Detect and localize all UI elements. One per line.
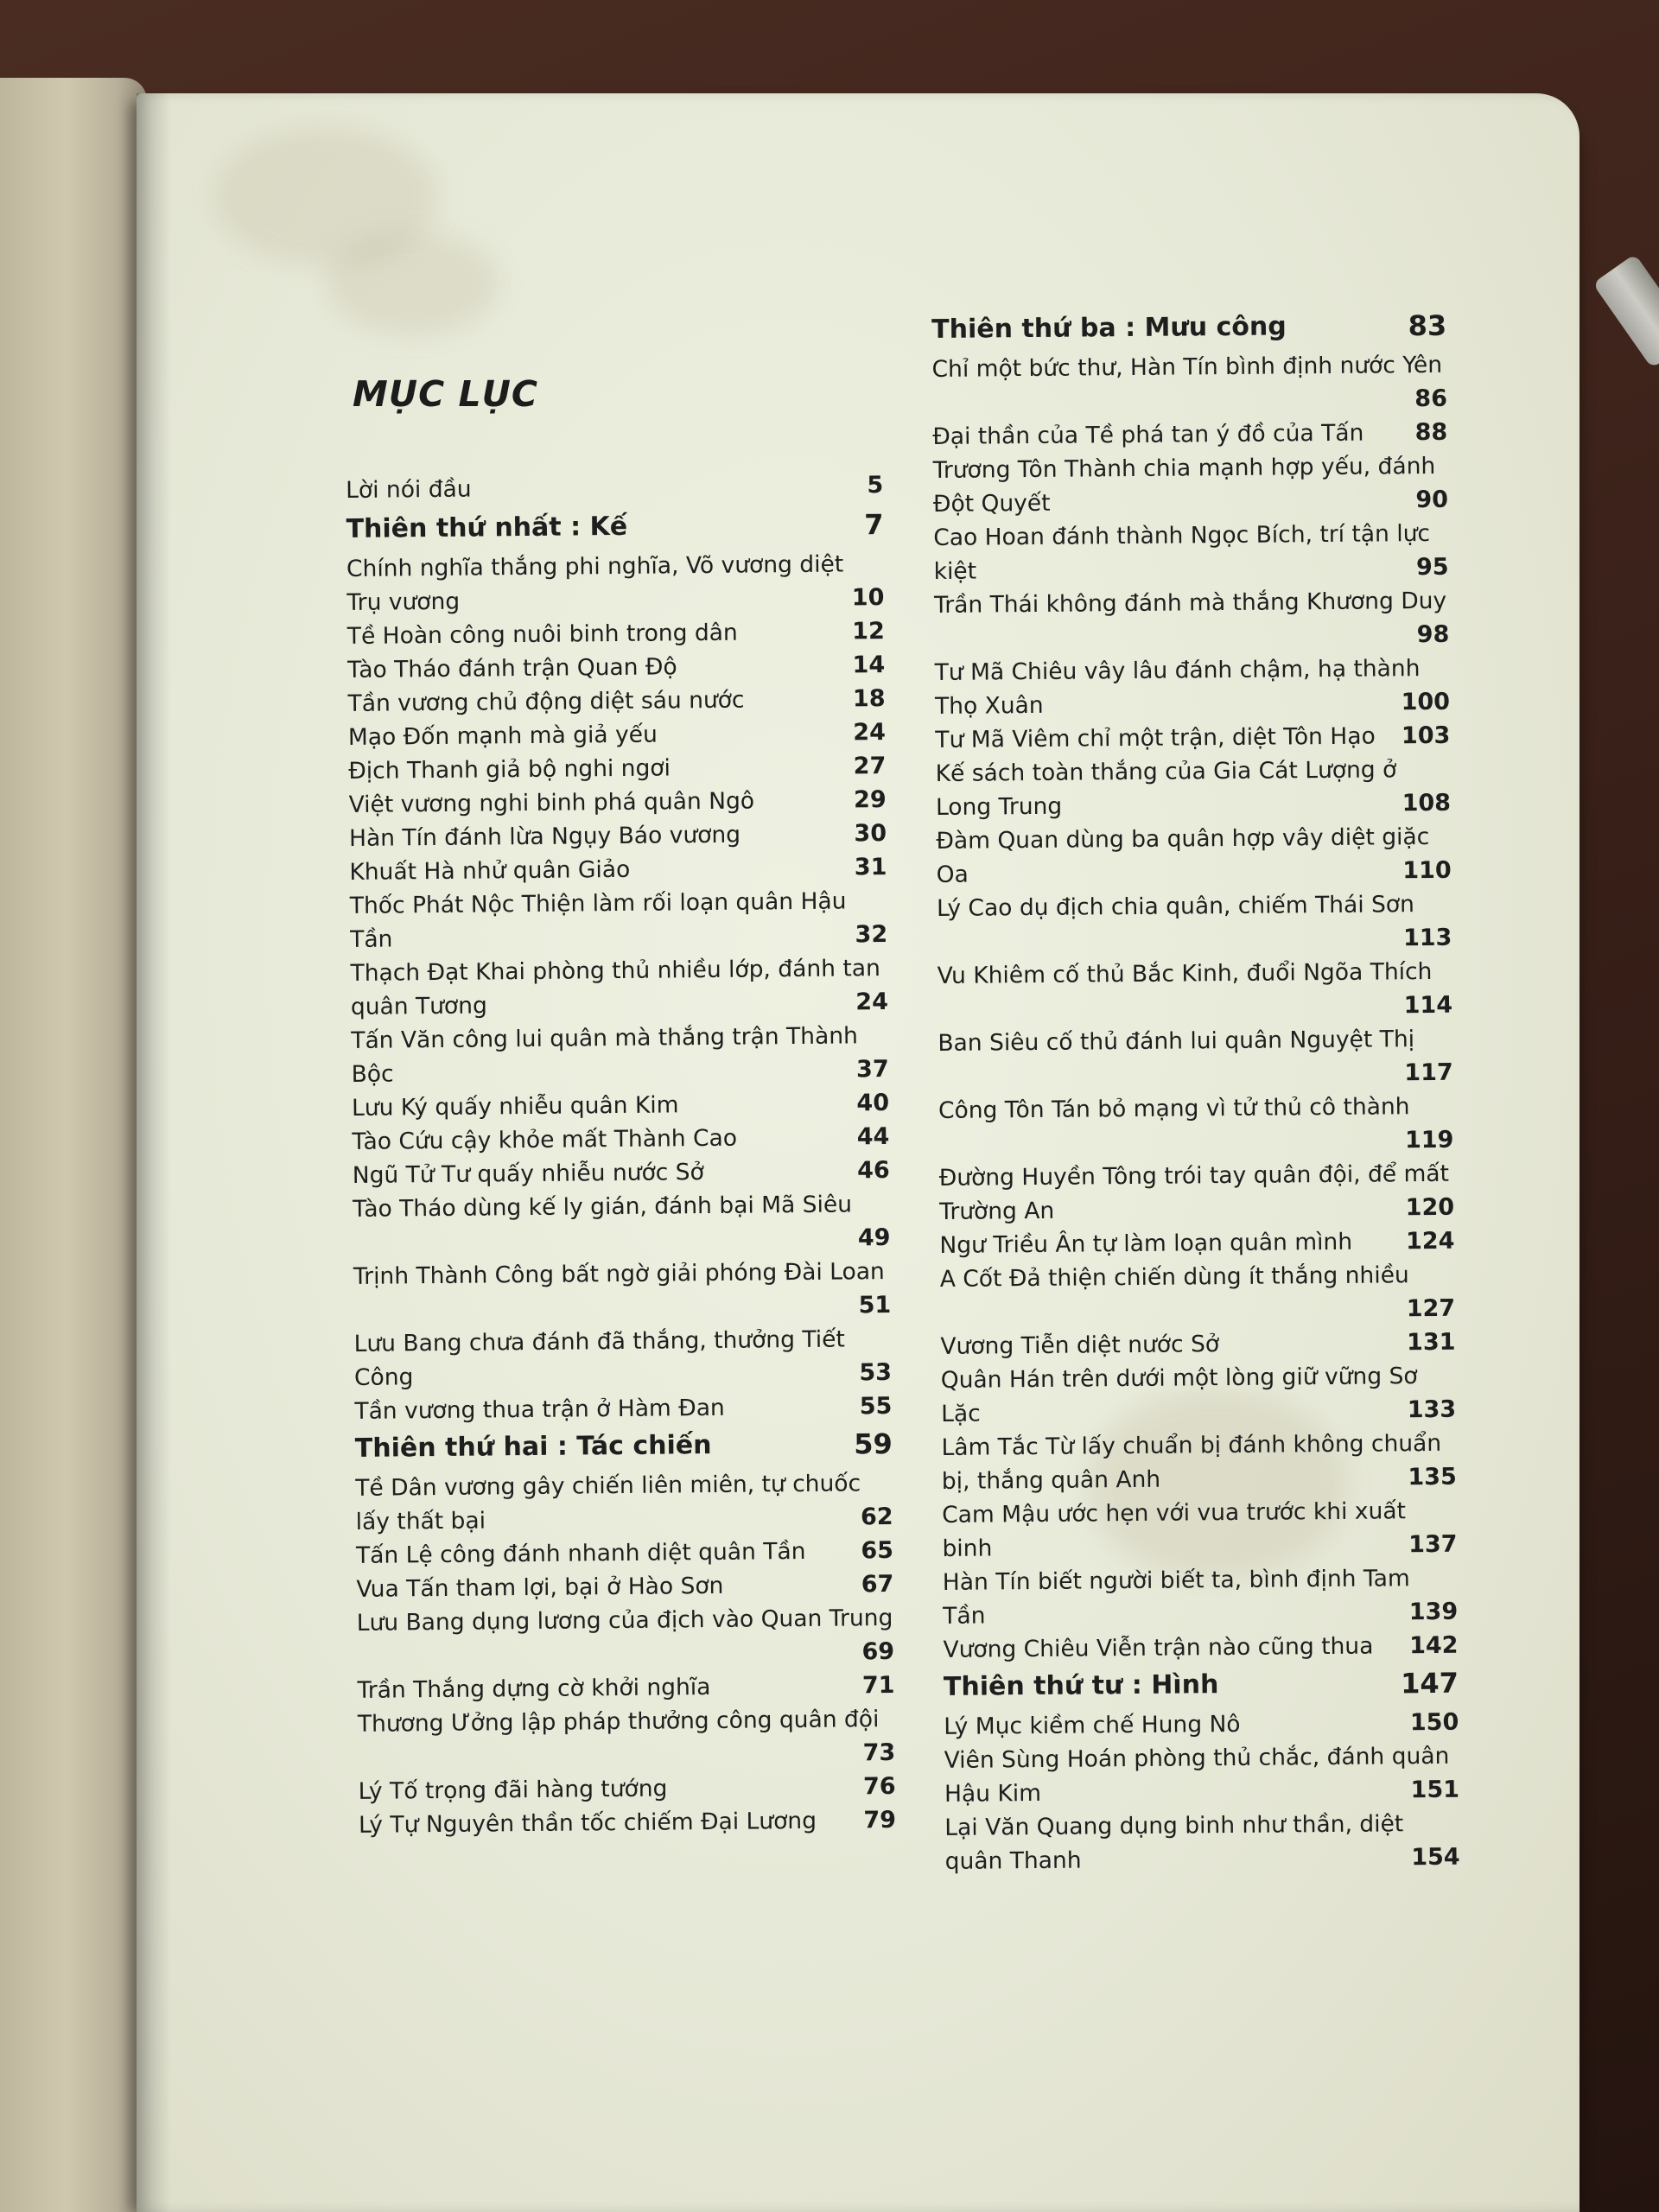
page-number-spacer bbox=[986, 1623, 1046, 1624]
page-number-spacer bbox=[358, 1764, 418, 1765]
toc-title: MỤC LỤC bbox=[353, 373, 538, 415]
toc-entry-text bbox=[351, 1019, 889, 1091]
entry-text-run: Đàm Quan dùng ba quân hợp vây diệt giặc Oa bbox=[936, 823, 1430, 888]
toc-entry bbox=[938, 1022, 1453, 1094]
toc-entry-text bbox=[944, 1739, 1459, 1811]
entry-text-run: Chỉ một bức thư, Hàn Tín bình định nước Yên bbox=[931, 351, 1443, 383]
toc-entry bbox=[936, 753, 1452, 824]
toc-intro-entry bbox=[346, 468, 883, 507]
toc-entry bbox=[943, 1629, 1458, 1667]
toc-entry-text: Tần vương chủ động diệt sáu nước bbox=[347, 686, 745, 717]
page-number-spacer bbox=[992, 1555, 1052, 1556]
toc-entry-text: Lý Tự Nguyên thần tốc chiếm Đại Lương bbox=[358, 1807, 817, 1839]
toc-entry-page-number: 86 bbox=[1414, 385, 1448, 413]
entry-text-run: Tề Dân vương gây chiến liên miên, tự chuốc lấy thất bại bbox=[355, 1470, 861, 1535]
toc-entry-text bbox=[933, 517, 1449, 588]
toc-entry bbox=[353, 1187, 891, 1260]
section-heading-text: Thiên thứ tư : Hình bbox=[943, 1669, 1219, 1702]
toc-entry-page-number: 44 bbox=[856, 1122, 890, 1151]
toc-entry-text: Đại thần của Tề phá tan ý đồ của Tấn bbox=[932, 419, 1364, 450]
toc-entry-text: Vương Tiễn diệt nước Sở bbox=[940, 1331, 1220, 1360]
toc-entry-text: Tào Cứu cậy khỏe mất Thành Cao bbox=[352, 1124, 738, 1155]
toc-entry bbox=[350, 884, 888, 957]
entry-text-run: Viên Sùng Hoán phòng thủ chắc, đánh quân Hậu Kim bbox=[944, 1742, 1450, 1808]
toc-entry-page-number: 55 bbox=[859, 1392, 893, 1421]
toc-entry bbox=[353, 1154, 890, 1192]
section-heading-page-number: 147 bbox=[1400, 1666, 1459, 1700]
toc-entry-page-number: 151 bbox=[1410, 1776, 1460, 1804]
entry-text-run: Cam Mậu ước hẹn với vua trước khi xuất binh bbox=[942, 1497, 1407, 1562]
entry-text-run: Quân Hán trên dưới một lòng giữ vững Sơ Lặc bbox=[940, 1363, 1418, 1427]
toc-entry-text bbox=[943, 1561, 1459, 1633]
toc-entry bbox=[936, 820, 1452, 892]
page-number-spacer bbox=[1082, 1867, 1142, 1868]
page-number-spacer bbox=[392, 946, 453, 947]
toc-entry-text: Tư Mã Viêm chỉ một trận, diệt Tôn Hạo bbox=[935, 722, 1376, 753]
toc-entry bbox=[354, 1389, 892, 1428]
page-number-spacer bbox=[939, 1151, 1000, 1152]
toc-right-column bbox=[931, 305, 1460, 1878]
toc-entry-page-number: 127 bbox=[1406, 1294, 1456, 1323]
toc-entry-page-number: 24 bbox=[853, 719, 887, 747]
toc-entry-text bbox=[346, 547, 885, 620]
entry-text-run: Tư Mã Chiêu vây lâu đánh chậm, hạ thành Thọ Xuân bbox=[934, 655, 1421, 720]
page-number-spacer bbox=[938, 1016, 998, 1017]
toc-entry bbox=[935, 719, 1450, 757]
page-number-spacer bbox=[940, 1319, 1001, 1320]
toc-entry bbox=[940, 1325, 1455, 1363]
toc-intro-entry-text: Lời nói đầu bbox=[346, 475, 472, 504]
toc-entry-page-number: 29 bbox=[853, 786, 887, 814]
toc-entry bbox=[356, 1567, 893, 1606]
toc-entry-page-number: 62 bbox=[860, 1503, 893, 1531]
entry-text-run: Lý Cao dụ địch chia quân, chiếm Thái Sơn bbox=[936, 891, 1414, 922]
entry-text-run: Thương Ưởng lập pháp thưởng công quân đội bbox=[357, 1706, 880, 1738]
page-number-spacer bbox=[1062, 813, 1122, 814]
toc-entry-page-number: 30 bbox=[854, 820, 887, 848]
toc-entry-text: Mạo Đốn mạnh mà giả yếu bbox=[347, 721, 658, 751]
toc-entry bbox=[348, 715, 886, 754]
entry-text-run: Hàn Tín biết người biết ta, bình định Tam Tần bbox=[942, 1565, 1410, 1630]
toc-entry-text: Vương Chiêu Viễn trận nào cũng thua bbox=[943, 1632, 1374, 1663]
toc-entry-text bbox=[939, 1157, 1455, 1229]
toc-entry bbox=[347, 682, 885, 721]
toc-entry-text bbox=[942, 1494, 1458, 1566]
toc-entry-text bbox=[936, 753, 1452, 824]
page-number-spacer bbox=[934, 645, 995, 646]
toc-entry-text: Việt vương nghi binh phá quân Ngô bbox=[348, 787, 755, 818]
toc-entry-page-number: 142 bbox=[1409, 1631, 1459, 1660]
toc-entry-page-number: 108 bbox=[1402, 789, 1452, 817]
toc-entry-text bbox=[932, 449, 1448, 521]
toc-entry-text bbox=[350, 884, 888, 957]
toc-entry-page-number: 137 bbox=[1408, 1530, 1458, 1559]
section-heading bbox=[346, 504, 883, 550]
page-number-spacer bbox=[1041, 1800, 1102, 1801]
toc-entry-text bbox=[938, 1022, 1453, 1094]
toc-entry-page-number: 51 bbox=[858, 1291, 892, 1319]
toc-entry bbox=[350, 951, 888, 1024]
toc-entry bbox=[352, 1086, 889, 1125]
toc-entry-text: Tấn Lệ công đánh nhanh diệt quân Tần bbox=[355, 1537, 806, 1569]
toc-entry-page-number: 40 bbox=[856, 1089, 890, 1117]
toc-entry-text bbox=[934, 652, 1450, 723]
toc-entry-page-number: 27 bbox=[853, 753, 887, 780]
entry-text-run: Lại Văn Quang dụng binh như thần, diệt quân Thanh bbox=[944, 1810, 1404, 1875]
toc-entry-page-number: 100 bbox=[1401, 688, 1451, 716]
book-cover-edge bbox=[0, 78, 147, 2212]
page-number-spacer bbox=[487, 1013, 548, 1014]
section-heading bbox=[355, 1423, 893, 1470]
toc-entry bbox=[347, 648, 885, 687]
toc-entry-page-number: 135 bbox=[1408, 1463, 1457, 1491]
entry-text-run: Đường Huyền Tông trói tay quân đội, để mất Trường An bbox=[938, 1160, 1450, 1225]
toc-entry bbox=[357, 1669, 894, 1707]
toc-entry-page-number: 131 bbox=[1406, 1328, 1456, 1357]
toc-entry-page-number: 150 bbox=[1409, 1708, 1459, 1737]
toc-entry-page-number: 49 bbox=[857, 1224, 891, 1252]
section-heading-text: Thiên thứ ba : Mưu công bbox=[931, 311, 1287, 345]
section-heading bbox=[931, 305, 1446, 351]
toc-entry-page-number: 113 bbox=[1402, 924, 1452, 952]
page-number-spacer bbox=[937, 949, 997, 950]
toc-intro-entry-page-number: 5 bbox=[867, 472, 884, 499]
section-heading-page-number: 7 bbox=[864, 508, 884, 542]
toc-entry-page-number: 76 bbox=[862, 1772, 896, 1801]
toc-entry-page-number: 117 bbox=[1404, 1058, 1453, 1087]
page-number-spacer bbox=[353, 1317, 414, 1318]
toc-entry-text: Ngũ Tử Tư quấy nhiễu nước Sở bbox=[352, 1159, 704, 1189]
page-number-spacer bbox=[353, 1249, 414, 1250]
spine-shadow bbox=[137, 93, 171, 2212]
toc-entry-page-number: 88 bbox=[1414, 418, 1448, 447]
toc-entry bbox=[934, 652, 1450, 723]
toc-entry bbox=[933, 517, 1449, 588]
entry-text-run: Kế sách toàn thắng của Gia Cát Lượng ở Long Trung bbox=[935, 756, 1397, 821]
page-number-spacer bbox=[969, 881, 1029, 882]
entry-text-run: Công Tôn Tán bỏ mạng vì tử thủ cô thành bbox=[938, 1093, 1410, 1124]
entry-text-run: Trương Tôn Thành chia mạnh hợp yếu, đánh Đột Quyết bbox=[932, 452, 1436, 518]
entry-text-run: Ban Siêu cố thủ đánh lui quân Nguyệt Thị bbox=[938, 1026, 1415, 1057]
toc-entry-text bbox=[944, 1807, 1460, 1878]
toc-entry bbox=[939, 1157, 1455, 1229]
toc-entry bbox=[348, 783, 886, 822]
toc-entry-text bbox=[931, 348, 1447, 420]
toc-entry-page-number: 12 bbox=[852, 618, 885, 645]
toc-entry bbox=[347, 614, 885, 653]
toc-entry-page-number: 46 bbox=[857, 1156, 890, 1185]
page-number-spacer bbox=[413, 1384, 474, 1385]
toc-entry bbox=[937, 887, 1452, 959]
toc-entry bbox=[346, 547, 885, 620]
page-number-spacer bbox=[1160, 1486, 1221, 1487]
section-heading-page-number: 59 bbox=[854, 1427, 893, 1461]
entry-text-run: Lưu Bang chưa đánh đã thắng, thưởng Tiết Công bbox=[353, 1325, 845, 1391]
toc-entry-text: Lý Mục kiềm chế Hung Nô bbox=[944, 1710, 1241, 1740]
toc-entry-text bbox=[936, 820, 1452, 892]
toc-entry-page-number: 119 bbox=[1404, 1126, 1454, 1154]
toc-entry bbox=[932, 449, 1448, 521]
entry-text-run: Lưu Bang dụng lương của địch vào Quan Trung bbox=[356, 1604, 893, 1637]
toc-entry bbox=[934, 584, 1450, 656]
page-number-spacer bbox=[1054, 1217, 1115, 1218]
toc-entry-text bbox=[941, 1359, 1457, 1431]
toc-entry-text: Tần vương thua trận ở Hàm Đan bbox=[354, 1394, 725, 1425]
toc-entry-page-number: 32 bbox=[855, 921, 888, 949]
toc-entry-text: Lý Tố trọng đãi hàng tướng bbox=[358, 1775, 668, 1805]
toc-entry bbox=[931, 348, 1447, 420]
toc-entry-text: Vua Tấn tham lợi, bại ở Hào Sơn bbox=[356, 1572, 724, 1603]
toc-entry-text bbox=[353, 1187, 891, 1260]
toc-entry bbox=[352, 1120, 889, 1159]
toc-entry-text: Địch Thanh giả bộ nghi ngơi bbox=[348, 754, 671, 785]
toc-entry bbox=[359, 1803, 896, 1842]
page-number-spacer bbox=[460, 608, 520, 609]
entry-text-run: Tào Tháo dùng kế ly gián, đánh bại Mã Siêu bbox=[353, 1191, 853, 1223]
toc-entry-page-number: 71 bbox=[861, 1671, 895, 1700]
toc-entry-page-number: 139 bbox=[1408, 1598, 1459, 1626]
toc-entry-page-number: 53 bbox=[859, 1358, 893, 1387]
toc-entry bbox=[932, 416, 1447, 454]
toc-entry-page-number: 154 bbox=[1411, 1843, 1460, 1872]
page-number-spacer bbox=[394, 1081, 454, 1082]
toc-entry-page-number: 10 bbox=[851, 584, 885, 612]
toc-entry-text bbox=[934, 584, 1450, 656]
toc-entry-page-number: 67 bbox=[861, 1570, 894, 1599]
toc-entry-page-number: 98 bbox=[1416, 620, 1450, 649]
toc-entry-text bbox=[357, 1601, 895, 1674]
toc-entry-text bbox=[353, 1255, 892, 1327]
toc-entry-page-number: 114 bbox=[1403, 991, 1453, 1020]
page-stain bbox=[327, 232, 499, 335]
toc-entry bbox=[351, 1019, 889, 1091]
toc-entry-page-number: 18 bbox=[852, 685, 886, 713]
toc-entry-text bbox=[358, 1702, 896, 1775]
toc-entry-text bbox=[938, 955, 1453, 1027]
toc-entry-page-number: 24 bbox=[855, 988, 889, 1016]
toc-entry-text bbox=[353, 1322, 892, 1395]
entry-text-run: Chính nghĩa thắng phi nghĩa, Võ vương diệt Trụ vương bbox=[346, 550, 844, 616]
toc-entry-page-number: 90 bbox=[1415, 486, 1449, 514]
toc-entry bbox=[938, 955, 1453, 1027]
toc-entry bbox=[348, 749, 886, 788]
toc-entry-page-number: 65 bbox=[861, 1536, 894, 1565]
toc-entry-text bbox=[350, 951, 888, 1024]
toc-entry bbox=[938, 1090, 1454, 1161]
page-number-spacer bbox=[1044, 712, 1104, 713]
toc-entry bbox=[349, 817, 887, 855]
toc-entry-text bbox=[937, 887, 1452, 959]
page-number-spacer bbox=[1051, 510, 1111, 511]
toc-entry-text bbox=[355, 1466, 893, 1539]
toc-entry-text: Tề Hoàn công nuôi binh trong dân bbox=[346, 619, 738, 650]
toc-left-column bbox=[346, 468, 896, 1842]
toc-entry-text: Ngư Triều Ân tự làm loạn quân mình bbox=[939, 1228, 1353, 1259]
toc-entry bbox=[942, 1494, 1458, 1566]
toc-entry-page-number: 69 bbox=[861, 1637, 895, 1666]
toc-entry-page-number: 79 bbox=[863, 1806, 897, 1834]
toc-entry-page-number: 133 bbox=[1407, 1395, 1457, 1424]
toc-entry-text bbox=[940, 1258, 1456, 1330]
section-heading-page-number: 83 bbox=[1408, 308, 1447, 343]
section-heading-text: Thiên thứ nhất : Kế bbox=[346, 511, 628, 544]
toc-entry-page-number: 37 bbox=[855, 1055, 889, 1084]
toc-entry bbox=[358, 1770, 895, 1808]
toc-entry bbox=[944, 1706, 1459, 1744]
entry-text-run: Lâm Tắc Từ lấy chuẩn bị đánh không chuẩn bị, thắng quân Anh bbox=[941, 1429, 1442, 1495]
toc-entry-text: Trần Thắng dựng cờ khởi nghĩa bbox=[357, 1674, 711, 1704]
toc-entry-page-number: 73 bbox=[862, 1738, 896, 1767]
section-heading bbox=[944, 1662, 1459, 1708]
entry-text-run: A Cốt Đả thiện chiến dùng ít thắng nhiều bbox=[939, 1262, 1409, 1293]
toc-entry bbox=[349, 850, 887, 889]
toc-entry bbox=[944, 1739, 1459, 1811]
page-number-spacer bbox=[486, 1528, 546, 1529]
toc-entry bbox=[355, 1466, 893, 1539]
toc-entry bbox=[939, 1224, 1454, 1262]
toc-entry-text: Lưu Ký quấy nhiễu quân Kim bbox=[351, 1091, 679, 1122]
entry-text-run: Tấn Văn công lui quân mà thắng trận Thành Bộc bbox=[351, 1022, 859, 1088]
toc-entry-page-number: 95 bbox=[1415, 553, 1449, 582]
toc-entry-text bbox=[938, 1090, 1454, 1161]
toc-entry bbox=[353, 1322, 892, 1395]
entry-text-run: Thốc Phát Nộc Thiện làm rối loạn quân Hậu Tần bbox=[349, 887, 847, 953]
toc-entry-page-number: 14 bbox=[852, 652, 886, 679]
page-number-spacer bbox=[357, 1663, 417, 1664]
entry-text-run: Thạch Đạt Khai phòng thủ nhiều lớp, đánh tan quân Tương bbox=[350, 955, 880, 1020]
toc-entry-page-number: 31 bbox=[854, 854, 887, 881]
toc-entry bbox=[944, 1807, 1460, 1878]
toc-entry-text: Hàn Tín đánh lừa Ngụy Báo vương bbox=[348, 821, 741, 852]
toc-entry bbox=[356, 1534, 893, 1573]
entry-text-run: Trần Thái không đánh mà thắng Khương Duy bbox=[933, 587, 1447, 619]
section-heading-text: Thiên thứ hai : Tác chiến bbox=[354, 1429, 712, 1464]
toc-entry-page-number: 110 bbox=[1402, 856, 1452, 885]
toc-entry bbox=[943, 1561, 1459, 1633]
toc-entry-text bbox=[941, 1427, 1457, 1498]
entry-text-run: Vu Khiêm cố thủ Bắc Kinh, đuổi Ngõa Thích bbox=[937, 957, 1433, 989]
toc-entry-page-number: 120 bbox=[1405, 1193, 1455, 1222]
toc-entry bbox=[353, 1255, 892, 1327]
toc-entry bbox=[358, 1702, 896, 1775]
toc-entry-text: Tào Tháo đánh trận Quan Độ bbox=[347, 653, 677, 683]
toc-entry-page-number: 103 bbox=[1401, 721, 1451, 750]
toc-entry bbox=[940, 1258, 1456, 1330]
entry-text-run: Cao Hoan đánh thành Ngọc Bích, trí tận lực kiệt bbox=[933, 519, 1431, 585]
toc-entry bbox=[941, 1427, 1457, 1498]
toc-entry bbox=[941, 1359, 1457, 1431]
toc-entry bbox=[357, 1601, 895, 1674]
toc-entry-text: Khuất Hà nhử quân Giảo bbox=[349, 855, 631, 886]
page-number-spacer bbox=[976, 578, 1037, 579]
entry-text-run: Trịnh Thành Công bất ngờ giải phóng Đài Loan bbox=[353, 1258, 885, 1290]
toc-entry-page-number: 124 bbox=[1405, 1227, 1455, 1255]
